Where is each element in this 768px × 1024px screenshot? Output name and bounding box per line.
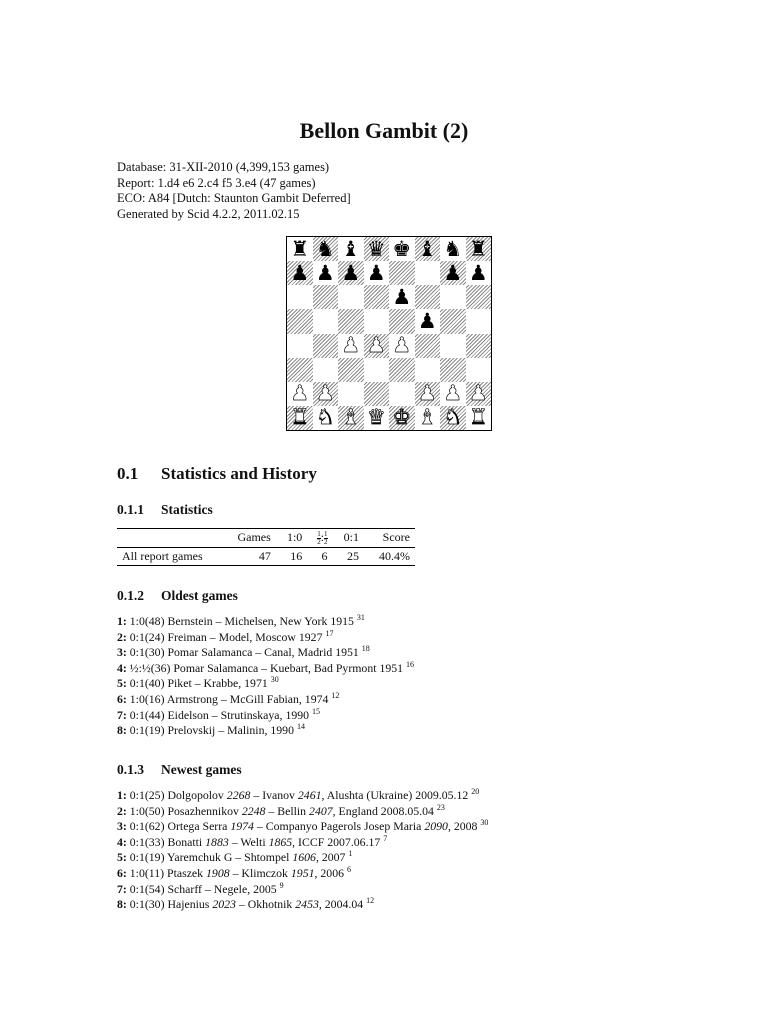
white-king-icon: ♚: [392, 405, 412, 430]
list-item: 2: 1:0(50) Posazhennikov 2248 – Bellin 2407, England 2008.05.04 $^{23}$: [117, 802, 445, 818]
white-player: Pomar Salamanca: [167, 645, 253, 660]
list-item: 4: ½:½(36) Pomar Salamanca – Kuebart, Bad Pyrmont 1951 $^{16}$: [117, 659, 415, 675]
white-player: Yaremchuk G: [167, 850, 233, 865]
black-pawn-icon: ♟: [366, 261, 386, 285]
white-pawn-icon: ♟: [315, 381, 335, 406]
white-elo: 1908: [206, 865, 230, 880]
list-item: 6: 1:0(11) Ptaszek 1908 – Klimczok 1951, 2006 $^6$: [117, 864, 351, 880]
white-pawn-icon: ♟: [443, 381, 463, 406]
game-event: , Bad Pyrmont 1951: [308, 660, 404, 675]
game-number: 7:: [117, 881, 127, 896]
game-event: , 2005: [247, 881, 277, 896]
board-square: [389, 285, 415, 309]
game-move-count: (50): [144, 803, 165, 818]
white-player: Bonatti: [167, 834, 203, 849]
game-event: , New York 1915: [273, 614, 354, 628]
board-square: [287, 309, 313, 333]
row-label: All report games: [122, 548, 203, 563]
game-number: 5:: [117, 676, 127, 691]
board-square: [338, 382, 364, 406]
game-move-count: (11): [144, 865, 165, 880]
white-player: Prelovskij: [167, 723, 216, 738]
list-item: 3: 0:1(30) Pomar Salamanca – Canal, Madrid 1951 $^{18}$: [117, 644, 370, 660]
game-result: 0:1: [129, 707, 145, 722]
header-games: Games: [222, 529, 276, 548]
board-square: [389, 358, 415, 382]
list-item: 7: 0:1(54) Scharff – Negele, 2005 $^9$: [117, 880, 284, 896]
game-number: 8:: [117, 897, 127, 912]
game-result: 0:1: [129, 676, 145, 691]
game-number: 6:: [117, 865, 127, 880]
white-player: Piket: [167, 676, 192, 691]
statistics-table: [117, 528, 415, 566]
black-player: Okhotnik: [247, 897, 293, 912]
board-square: [287, 285, 313, 309]
generator-line: Generated by Scid 4.2.2, 2011.02.15: [117, 206, 300, 221]
game-reference: 23: [436, 802, 445, 812]
black-pawn-icon: ♟: [417, 309, 437, 333]
game-number: 6:: [117, 691, 127, 706]
game-result: 1:0: [129, 691, 145, 706]
statistics-number: 0.1.1: [117, 502, 144, 517]
list-item: 5: 0:1(19) Yaremchuk G – Shtompel 1606, 2007 $^1$: [117, 849, 353, 865]
white-rook-icon: ♜: [290, 405, 310, 430]
board-square: [338, 309, 364, 333]
board-square: [440, 237, 466, 261]
game-number: 1:: [117, 614, 127, 628]
game-number: 7:: [117, 707, 127, 722]
oldest-games-number: 0.1.2: [117, 588, 144, 603]
white-pawn-icon: ♟: [392, 333, 412, 358]
game-number: 2:: [117, 629, 127, 644]
board-square: [287, 406, 313, 430]
game-event: , 1990: [279, 707, 310, 722]
black-pawn-icon: ♟: [341, 261, 361, 285]
board-square: [466, 382, 492, 406]
game-reference: 7: [383, 833, 388, 843]
report-metadata: [117, 160, 351, 222]
board-square: [466, 309, 492, 333]
list-item: 3: 0:1(62) Ortega Serra 1974 – Companyo Pagerols Josep Maria 2090, 2008 $^{30}$: [117, 818, 489, 834]
game-event: , Madrid 1951: [291, 645, 359, 660]
black-player: Michelsen: [224, 614, 274, 628]
white-player: Armstrong: [166, 691, 218, 706]
statistics-title: Statistics: [161, 502, 213, 517]
white-elo: 1974: [230, 819, 254, 834]
black-player: Companyo Pagerols Josep Maria: [265, 819, 422, 834]
black-pawn-icon: ♟: [290, 261, 310, 285]
board-square: [338, 261, 364, 285]
board-square: [466, 237, 492, 261]
board-square: [440, 309, 466, 333]
list-item: 1: 0:1(25) Dolgopolov 2268 – Ivanov 2461, Alushta (Ukraine) 2009.05.12 $^{20}$: [117, 787, 480, 802]
black-player: Malinin: [227, 723, 265, 738]
board-square: [440, 406, 466, 430]
header-draws: $\frac{1}{2}$ : $\frac{1}{2}$: [307, 529, 332, 548]
white-player: Ptaszek: [167, 865, 204, 880]
game-result: 0:1: [129, 788, 145, 802]
game-result: 0:1: [129, 629, 145, 644]
cell-games: 47: [258, 548, 271, 563]
black-player: Krabbe: [203, 676, 239, 691]
board-square: [364, 382, 390, 406]
list-item: 1: 1:0(48) Bernstein – Michelsen, New York 1915 $^{31}$: [117, 613, 365, 628]
board-square: [338, 334, 364, 358]
game-reference: 1: [348, 849, 353, 859]
game-number: 4:: [117, 834, 127, 849]
black-elo: 2453: [295, 897, 319, 912]
board-square: [415, 382, 441, 406]
game-event: , 2004.04: [318, 897, 364, 912]
board-square: [415, 358, 441, 382]
black-player: Kuebart: [270, 660, 309, 675]
game-reference: 30: [270, 675, 279, 685]
game-move-count: (33): [144, 834, 165, 849]
board-square: [389, 309, 415, 333]
board-square: [313, 406, 339, 430]
board-square: [415, 261, 441, 285]
board-square: [364, 237, 390, 261]
list-item: 6: 1:0(16) Armstrong – McGill Fabian, 1974 $^{12}$: [117, 690, 340, 706]
game-event: , 2006: [314, 865, 344, 880]
black-player: Canal: [264, 645, 292, 660]
board-square: [313, 358, 339, 382]
white-elo: 2023: [212, 897, 236, 912]
game-event: , 1974: [298, 691, 329, 706]
game-number: 4:: [117, 660, 127, 675]
game-result: 0:1: [129, 834, 145, 849]
game-move-count: (40): [144, 676, 165, 691]
black-player: Model: [218, 629, 250, 644]
cell-score: 40.4%: [379, 548, 410, 563]
black-elo: 2407: [309, 803, 333, 818]
black-king-icon: ♚: [392, 237, 412, 261]
black-player: Shtompel: [244, 850, 290, 865]
game-result: 0:1: [129, 850, 145, 865]
game-reference: 12: [366, 896, 375, 906]
game-event: , 2007: [315, 850, 346, 865]
white-bishop-icon: ♝: [417, 405, 437, 430]
board-square: [364, 309, 390, 333]
white-player: Pomar Salamanca: [173, 660, 259, 675]
header-score: Score: [364, 529, 415, 548]
list-item: 7: 0:1(44) Eidelson – Strutinskaya, 1990 $^{15}$: [117, 706, 320, 722]
header-black-wins: 0:1: [333, 529, 364, 548]
statistics-header-row: [117, 529, 415, 548]
white-pawn-icon: ♟: [290, 381, 310, 406]
game-result: 1:0: [129, 803, 145, 818]
black-pawn-icon: ♟: [392, 285, 412, 309]
cell-draws: 6: [321, 548, 328, 563]
cell-black-wins: 25: [347, 548, 360, 563]
white-elo: 1883: [205, 834, 229, 849]
list-item: 8: 0:1(30) Hajenius 2023 – Okhotnik 2453, 2004.04 $^{12}$: [117, 896, 375, 912]
game-number: 5:: [117, 850, 127, 865]
game-number: 3:: [117, 645, 127, 660]
board-square: [287, 382, 313, 406]
board-square: [364, 406, 390, 430]
game-reference: 9: [279, 880, 284, 890]
black-player: Klimczok: [241, 865, 288, 880]
white-player: Hajenius: [167, 897, 210, 912]
board-square: [440, 334, 466, 358]
white-pawn-icon: ♟: [468, 381, 488, 406]
board-square: [440, 382, 466, 406]
black-player: Bellin: [277, 803, 307, 818]
black-player: Negele: [213, 881, 248, 896]
board-square: [466, 285, 492, 309]
board-square: [313, 309, 339, 333]
game-event: , 2008: [447, 819, 478, 834]
black-pawn-icon: ♟: [443, 261, 463, 285]
game-event: , 1971: [238, 676, 268, 691]
newest-games-heading: [117, 762, 242, 778]
board-square: [364, 285, 390, 309]
board-square: [313, 285, 339, 309]
game-reference: 14: [296, 722, 305, 732]
white-player: Scharff: [167, 881, 202, 896]
black-knight-icon: ♞: [315, 237, 335, 261]
game-event: , Alushta (Ukraine) 2009.05.12: [321, 788, 469, 802]
board-square: [389, 382, 415, 406]
board-square: [466, 358, 492, 382]
board-square: [415, 285, 441, 309]
game-reference: 17: [325, 628, 334, 638]
board-square: [415, 406, 441, 430]
white-player: Eidelson: [167, 707, 209, 722]
board-square: [313, 261, 339, 285]
oldest-games-list: [117, 614, 414, 739]
game-result: 1:0: [129, 865, 145, 880]
white-player: Bernstein: [167, 614, 213, 628]
board-square: [389, 406, 415, 430]
newest-games-title: Newest games: [161, 762, 242, 777]
black-queen-icon: ♛: [366, 237, 386, 261]
section-heading: [117, 464, 317, 484]
black-player: Strutinskaya: [220, 707, 280, 722]
game-number: 2:: [117, 803, 127, 818]
game-move-count: (25): [144, 788, 165, 802]
report-line: Report: 1.d4 e6 2.c4 f5 3.e4 (47 games): [117, 175, 316, 190]
board-square: [440, 261, 466, 285]
white-elo: 2268: [226, 788, 251, 802]
black-player: Ivanov: [262, 788, 295, 802]
game-move-count: (30): [144, 645, 165, 660]
game-reference: 30: [480, 818, 489, 828]
game-result: 1:0: [129, 614, 145, 628]
page-title: Bellon Gambit (2): [299, 118, 469, 143]
game-event: , 1990: [264, 723, 294, 738]
game-reference: 31: [356, 613, 365, 622]
board-square: [389, 261, 415, 285]
board-square: [313, 334, 339, 358]
board-square: [364, 334, 390, 358]
statistics-heading: [117, 502, 213, 518]
list-item: 2: 0:1(24) Freiman – Model, Moscow 1927 $^{17}$: [117, 628, 334, 644]
board-square: [287, 261, 313, 285]
game-event: , ICCF 2007.06.17: [292, 834, 381, 849]
black-player: McGill Fabian: [229, 691, 299, 706]
game-move-count: (44): [144, 707, 165, 722]
board-square: [466, 261, 492, 285]
black-elo: 1951: [290, 865, 315, 880]
white-pawn-icon: ♟: [341, 333, 361, 358]
section-number: 0.1: [117, 464, 139, 483]
board-square: [415, 237, 441, 261]
cell-white-wins: 16: [290, 548, 303, 563]
board-square: [440, 358, 466, 382]
game-move-count: (24): [144, 629, 165, 644]
table-row: [117, 547, 415, 565]
game-reference: 16: [406, 659, 415, 669]
white-pawn-icon: ♟: [417, 381, 437, 406]
game-result: 0:1: [129, 819, 145, 834]
white-rook-icon: ♜: [468, 405, 488, 430]
game-reference: 18: [361, 644, 370, 654]
board-square: [338, 285, 364, 309]
board-square: [287, 334, 313, 358]
board-square: [313, 237, 339, 261]
board-square: [415, 309, 441, 333]
board-square: [389, 237, 415, 261]
white-player: Posazhennikov: [167, 803, 239, 818]
oldest-games-title: Oldest games: [161, 588, 238, 603]
board-square: [389, 334, 415, 358]
newest-games-list: [117, 788, 488, 913]
black-player: Welti: [240, 834, 266, 849]
white-player: Dolgopolov: [167, 788, 224, 802]
game-event: , England 2008.05.04: [332, 803, 434, 818]
black-elo: 2461: [297, 788, 322, 802]
board-square: [364, 358, 390, 382]
game-move-count: (48): [144, 614, 165, 628]
board-square: [415, 334, 441, 358]
white-knight-icon: ♞: [443, 405, 463, 430]
game-result: ½:½: [129, 660, 151, 675]
black-rook-icon: ♜: [290, 237, 310, 261]
game-reference: 12: [331, 690, 340, 700]
white-bishop-icon: ♝: [341, 405, 361, 430]
white-player: Freiman: [167, 629, 207, 644]
game-number: 3:: [117, 819, 127, 834]
white-elo: 2248: [241, 803, 266, 818]
game-result: 0:1: [129, 645, 145, 660]
draw-fraction-right: $\frac{1}{2}$: [324, 529, 328, 546]
black-elo: 1606: [292, 850, 316, 865]
eco-line: ECO: A84 [Dutch: Staunton Gambit Deferred]: [117, 191, 351, 205]
black-rook-icon: ♜: [468, 237, 488, 261]
game-move-count: (36): [150, 660, 171, 675]
game-move-count: (54): [144, 881, 165, 896]
game-move-count: (16): [144, 691, 165, 706]
board-square: [440, 285, 466, 309]
white-queen-icon: ♛: [366, 405, 386, 430]
section-title: Statistics and History: [161, 464, 317, 483]
list-item: 4: 0:1(33) Bonatti 1883 – Welti 1865, ICCF 2007.06.17 $^7$: [117, 833, 388, 849]
game-move-count: (19): [144, 850, 165, 865]
game-result: 0:1: [129, 897, 145, 912]
game-reference: 20: [471, 787, 480, 796]
list-item: 8: 0:1(19) Prelovskij – Malinin, 1990 $^{14}$: [117, 722, 305, 738]
black-elo: 2090: [424, 819, 448, 834]
board-square: [287, 237, 313, 261]
game-move-count: (19): [144, 723, 165, 738]
game-reference: 15: [312, 706, 320, 716]
game-number: 8:: [117, 723, 127, 738]
board-square: [338, 237, 364, 261]
black-bishop-icon: ♝: [341, 237, 361, 261]
white-player: Ortega Serra: [167, 819, 228, 834]
board-square: [338, 406, 364, 430]
black-knight-icon: ♞: [443, 237, 463, 261]
board-square: [313, 382, 339, 406]
black-elo: 1865: [268, 834, 293, 849]
header-white-wins: 1:0: [276, 529, 307, 548]
list-item: 5: 0:1(40) Piket – Krabbe, 1971 $^{30}$: [117, 675, 279, 691]
game-move-count: (62): [144, 819, 165, 834]
black-pawn-icon: ♟: [468, 261, 488, 285]
draw-fraction-left: $\frac{1}{2}$: [317, 529, 321, 546]
game-move-count: (30): [144, 897, 165, 912]
game-result: 0:1: [129, 723, 145, 738]
newest-games-number: 0.1.3: [117, 762, 144, 777]
black-pawn-icon: ♟: [315, 261, 335, 285]
oldest-games-heading: [117, 588, 238, 604]
game-result: 0:1: [129, 881, 145, 896]
white-pawn-icon: ♟: [366, 333, 386, 358]
white-knight-icon: ♞: [315, 405, 335, 430]
database-line: Database: 31-XII-2010 (4,399,153 games): [117, 160, 330, 174]
board-square: [338, 358, 364, 382]
board-square: [466, 334, 492, 358]
board-square: [364, 261, 390, 285]
game-number: 1:: [117, 788, 127, 802]
black-bishop-icon: ♝: [417, 237, 437, 261]
header-empty: [117, 529, 222, 548]
chess-board: [286, 236, 492, 431]
board-square: [287, 358, 313, 382]
game-event: , Moscow 1927: [249, 629, 323, 644]
board-square: [466, 406, 492, 430]
game-reference: 6: [346, 864, 351, 874]
